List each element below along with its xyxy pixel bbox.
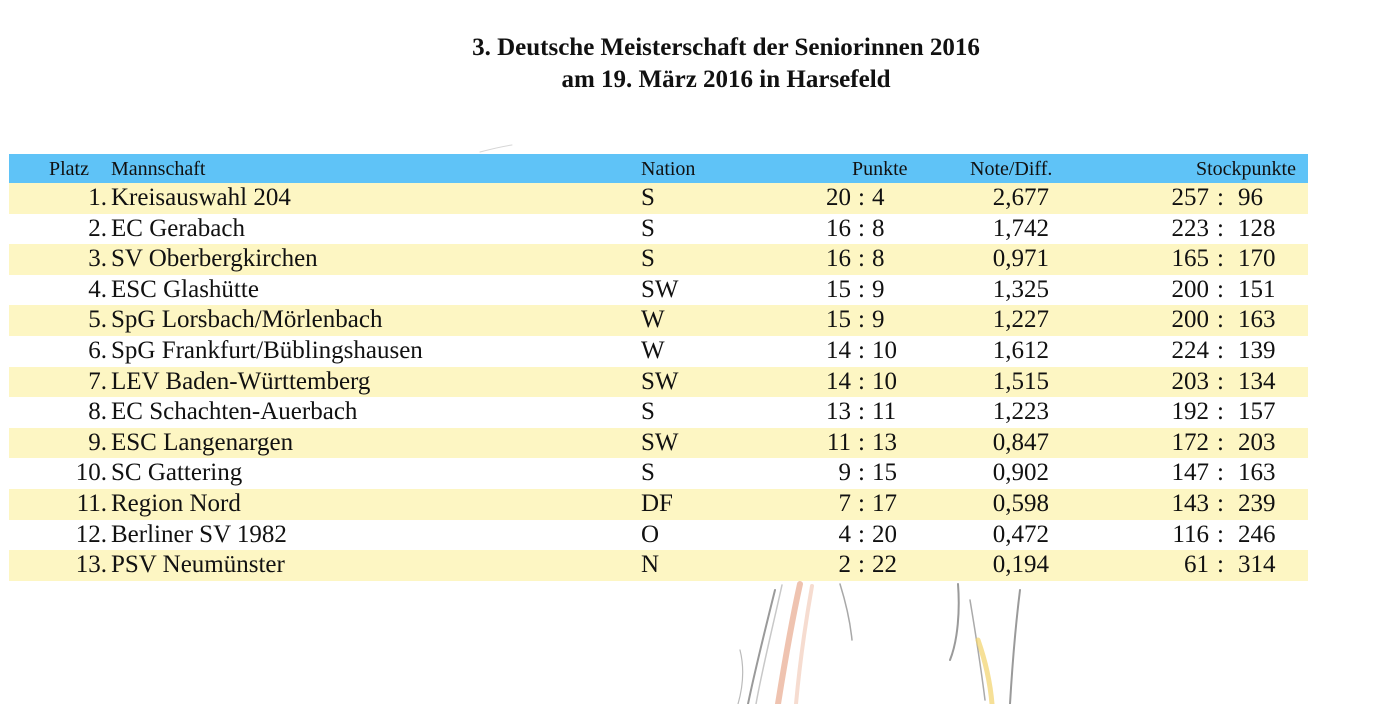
cell-mannschaft: SpG Lorsbach/Mörlenbach <box>111 306 383 334</box>
stockpunkte-separator: : <box>1217 306 1224 334</box>
stockpunkte-separator: : <box>1217 275 1224 303</box>
cell-mannschaft: Region Nord <box>111 489 241 517</box>
punkte-minus: 15 <box>872 459 897 487</box>
cell-nation: S <box>641 245 655 273</box>
cell-note: 1,223 <box>992 398 1049 426</box>
stockpunkte-minus: 157 <box>1238 398 1276 426</box>
cell-nation: SW <box>641 275 679 303</box>
stockpunkte-minus: 151 <box>1238 275 1276 303</box>
table-row <box>9 305 1308 336</box>
cell-platz: 1. <box>88 184 107 211</box>
stockpunkte-separator: : <box>1217 336 1224 364</box>
cell-mannschaft: SC Gattering <box>111 459 243 487</box>
title-line-1: 3. Deutsche Meisterschaft der Seniorinnen 2016 <box>472 34 980 61</box>
stockpunkte-minus: 128 <box>1238 214 1276 242</box>
title-line-2: am 19. März 2016 in Harsefeld <box>561 66 891 93</box>
punkte-separator: : <box>858 336 865 364</box>
header-note: Note/Diff. <box>970 158 1053 180</box>
cell-nation: S <box>641 184 655 211</box>
punkte-minus: 13 <box>872 428 897 456</box>
table-row <box>9 428 1308 459</box>
stockpunkte-plus: 61 <box>1184 551 1209 579</box>
cell-nation: SW <box>641 367 679 395</box>
stockpunkte-minus: 239 <box>1238 489 1276 517</box>
stockpunkte-minus: 246 <box>1238 520 1276 548</box>
cell-mannschaft: PSV Neumünster <box>111 551 285 579</box>
stockpunkte-minus: 163 <box>1238 306 1276 334</box>
punkte-minus: 10 <box>872 367 897 395</box>
cell-nation: DF <box>641 489 673 517</box>
punkte-minus: 4 <box>872 184 885 211</box>
stockpunkte-separator: : <box>1217 245 1224 273</box>
cell-platz: 13. <box>75 551 107 579</box>
table-row <box>9 397 1308 428</box>
punkte-minus: 8 <box>872 214 885 242</box>
stockpunkte-plus: 224 <box>1171 336 1209 364</box>
table-row <box>9 458 1308 489</box>
punkte-plus: 2 <box>838 551 851 579</box>
stockpunkte-minus: 96 <box>1238 184 1263 211</box>
stockpunkte-plus: 200 <box>1171 275 1209 303</box>
punkte-plus: 4 <box>838 520 851 548</box>
cell-platz: 5. <box>88 306 107 334</box>
cell-platz: 4. <box>88 275 107 303</box>
stockpunkte-plus: 147 <box>1171 459 1209 487</box>
results-table <box>9 154 1308 581</box>
cell-note: 1,742 <box>992 214 1049 242</box>
stockpunkte-separator: : <box>1217 214 1224 242</box>
table-row <box>9 520 1308 551</box>
punkte-separator: : <box>858 520 865 548</box>
punkte-separator: : <box>858 398 865 426</box>
punkte-plus: 11 <box>826 428 851 456</box>
punkte-separator: : <box>858 275 865 303</box>
punkte-separator: : <box>858 551 865 579</box>
stockpunkte-plus: 172 <box>1171 428 1209 456</box>
cell-mannschaft: LEV Baden-Württemberg <box>111 367 371 395</box>
table-row <box>9 336 1308 367</box>
header-stockpunkte: Stockpunkte <box>1196 158 1296 180</box>
stockpunkte-plus: 223 <box>1171 214 1209 242</box>
cell-platz: 12. <box>75 520 107 548</box>
cell-mannschaft: SpG Frankfurt/Büblingshausen <box>111 336 423 364</box>
header-platz: Platz <box>49 158 89 180</box>
table-row <box>9 244 1308 275</box>
table-body <box>9 183 1308 581</box>
table-row <box>9 183 1308 214</box>
punkte-separator: : <box>858 306 865 334</box>
stockpunkte-plus: 257 <box>1171 184 1209 211</box>
cell-note: 1,227 <box>992 306 1049 334</box>
cell-platz: 9. <box>88 428 107 456</box>
punkte-minus: 8 <box>872 245 885 273</box>
cell-note: 1,612 <box>992 336 1049 364</box>
cell-platz: 11. <box>76 489 107 517</box>
cell-nation: S <box>641 459 655 487</box>
cell-platz: 3. <box>88 245 107 273</box>
cell-note: 0,194 <box>992 551 1049 579</box>
table-row <box>9 275 1308 306</box>
stockpunkte-separator: : <box>1217 428 1224 456</box>
cell-nation: O <box>641 520 660 548</box>
punkte-separator: : <box>858 367 865 395</box>
punkte-plus: 14 <box>826 336 851 364</box>
stockpunkte-separator: : <box>1217 489 1224 517</box>
stockpunkte-plus: 192 <box>1171 398 1209 426</box>
cell-note: 0,971 <box>992 245 1049 273</box>
header-nation: Nation <box>641 158 696 180</box>
punkte-plus: 9 <box>838 459 851 487</box>
stockpunkte-minus: 203 <box>1238 428 1276 456</box>
cell-note: 0,472 <box>992 520 1049 548</box>
stockpunkte-separator: : <box>1217 398 1224 426</box>
header-mannschaft: Mannschaft <box>111 158 206 180</box>
cell-note: 1,515 <box>992 367 1049 395</box>
punkte-separator: : <box>858 428 865 456</box>
punkte-plus: 7 <box>838 489 851 517</box>
punkte-plus: 15 <box>826 275 851 303</box>
cell-platz: 7. <box>88 367 107 395</box>
stockpunkte-separator: : <box>1217 367 1224 395</box>
stockpunkte-separator: : <box>1217 184 1224 211</box>
punkte-plus: 15 <box>826 306 851 334</box>
table-row <box>9 489 1308 520</box>
cell-nation: W <box>641 336 665 364</box>
punkte-plus: 20 <box>826 184 851 211</box>
stockpunkte-minus: 314 <box>1238 551 1276 579</box>
cell-note: 0,902 <box>992 459 1049 487</box>
punkte-plus: 16 <box>826 214 851 242</box>
cell-nation: W <box>641 306 665 334</box>
punkte-separator: : <box>858 184 865 211</box>
document-title <box>0 32 1400 96</box>
stockpunkte-plus: 165 <box>1171 245 1209 273</box>
punkte-plus: 14 <box>826 367 851 395</box>
cell-mannschaft: ESC Langenargen <box>111 428 294 456</box>
header-punkte: Punkte <box>852 158 908 180</box>
cell-nation: SW <box>641 428 679 456</box>
cell-note: 1,325 <box>992 275 1049 303</box>
cell-nation: S <box>641 214 655 242</box>
stockpunkte-plus: 116 <box>1172 520 1209 548</box>
punkte-minus: 9 <box>872 275 885 303</box>
stockpunkte-minus: 170 <box>1238 245 1276 273</box>
stockpunkte-separator: : <box>1217 520 1224 548</box>
table-row <box>9 214 1308 245</box>
cell-nation: S <box>641 398 655 426</box>
cell-platz: 2. <box>88 214 107 242</box>
punkte-minus: 17 <box>872 489 897 517</box>
cell-platz: 6. <box>88 336 107 364</box>
punkte-minus: 11 <box>872 398 897 426</box>
stockpunkte-separator: : <box>1217 551 1224 579</box>
punkte-minus: 10 <box>872 336 897 364</box>
punkte-separator: : <box>858 214 865 242</box>
cell-mannschaft: EC Gerabach <box>111 214 245 242</box>
cell-mannschaft: ESC Glashütte <box>111 275 259 303</box>
stockpunkte-plus: 143 <box>1171 489 1209 517</box>
punkte-minus: 22 <box>872 551 897 579</box>
cell-mannschaft: Berliner SV 1982 <box>111 520 287 548</box>
punkte-minus: 20 <box>872 520 897 548</box>
cell-note: 0,598 <box>992 489 1049 517</box>
stockpunkte-plus: 200 <box>1171 306 1209 334</box>
punkte-plus: 13 <box>826 398 851 426</box>
punkte-minus: 9 <box>872 306 885 334</box>
cell-mannschaft: EC Schachten-Auerbach <box>111 398 358 426</box>
table-header <box>9 154 1308 183</box>
cell-mannschaft: Kreisauswahl 204 <box>111 184 291 211</box>
stockpunkte-minus: 163 <box>1238 459 1276 487</box>
punkte-separator: : <box>858 459 865 487</box>
stockpunkte-minus: 134 <box>1238 367 1276 395</box>
cell-note: 2,677 <box>992 184 1049 211</box>
punkte-plus: 16 <box>826 245 851 273</box>
punkte-separator: : <box>858 489 865 517</box>
cell-note: 0,847 <box>992 428 1049 456</box>
punkte-separator: : <box>858 245 865 273</box>
stockpunkte-minus: 139 <box>1238 336 1276 364</box>
cell-mannschaft: SV Oberbergkirchen <box>111 245 318 273</box>
table-row <box>9 550 1308 581</box>
cell-platz: 8. <box>88 398 107 426</box>
cell-nation: N <box>641 551 660 579</box>
cell-platz: 10. <box>75 459 107 487</box>
table-row <box>9 367 1308 398</box>
stockpunkte-plus: 203 <box>1171 367 1209 395</box>
stockpunkte-separator: : <box>1217 459 1224 487</box>
